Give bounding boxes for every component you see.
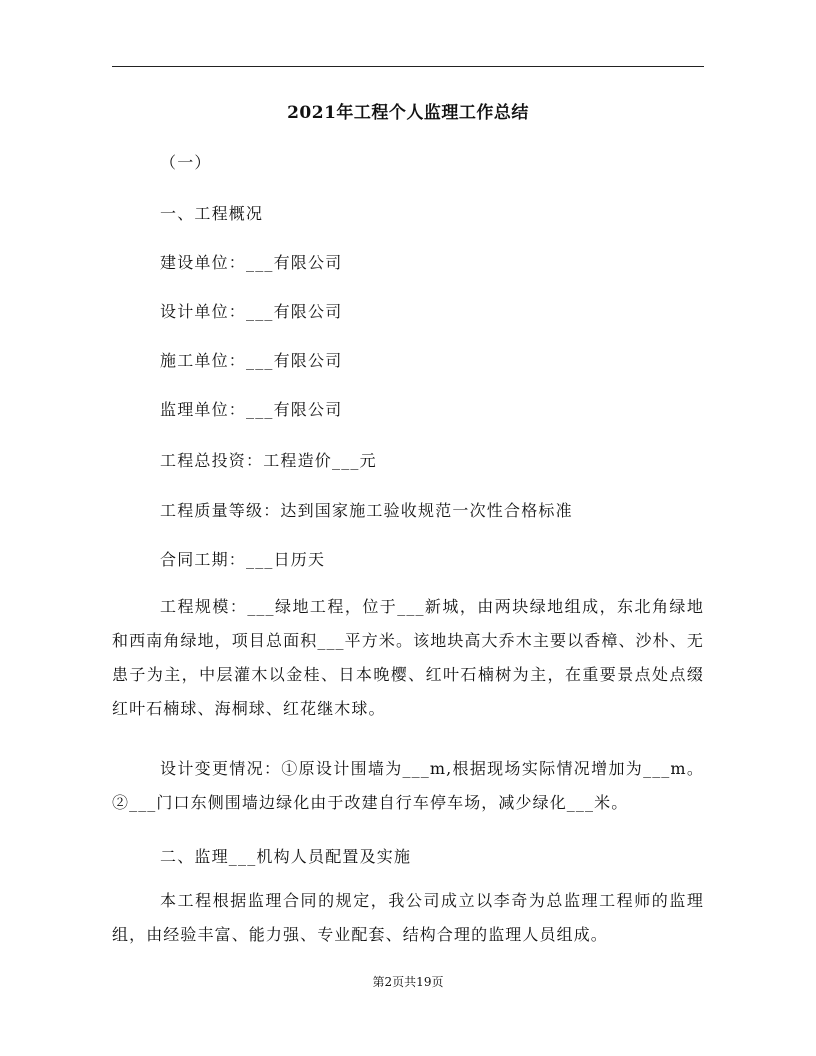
supervision-unit: 监理单位：___有限公司 <box>160 400 343 419</box>
builder-unit: 施工单位：___有限公司 <box>160 351 343 370</box>
design-unit: 设计单位：___有限公司 <box>160 302 343 321</box>
section-heading-overview: 一、工程概况 <box>160 204 264 223</box>
staffing-paragraph: 本工程根据监理合同的规定，我公司成立以李奇为总监理工程师的监理组，由经验丰富、能力强、专业配套、结构合理的监理人员组成。 <box>112 891 704 944</box>
contract-period: 合同工期：___日历天 <box>160 550 326 569</box>
quality-grade: 工程质量等级：达到国家施工验收规范一次性合格标准 <box>160 501 573 520</box>
header-rule <box>112 66 704 67</box>
part-label: （一） <box>160 153 212 172</box>
section-heading-staffing: 二、监理___机构人员配置及实施 <box>160 847 412 866</box>
project-scale-paragraph: 工程规模：___绿地工程，位于___新城，由两块绿地组成，东北角绿地和西南角绿地，项目总面积___平方米。该地块高大乔木主要以香樟、沙朴、无患子为主，中层灌木以金桂、日本晚樱、红叶石楠树为主，在重要景点处点缀红叶石楠球、海桐球、红花继木球。 <box>112 597 704 718</box>
page-title: 2021年工程个人监理工作总结 <box>287 103 529 123</box>
total-investment: 工程总投资：工程造价___元 <box>160 451 377 470</box>
page-number: 第2页共19页 <box>372 975 444 989</box>
design-changes-paragraph: 设计变更情况：①原设计围墙为___m,根据现场实际情况增加为___m。②___门口东侧围墙边绿化由于改建自行车停车场，减少绿化___米。 <box>112 759 704 812</box>
construction-unit: 建设单位：___有限公司 <box>160 253 343 272</box>
